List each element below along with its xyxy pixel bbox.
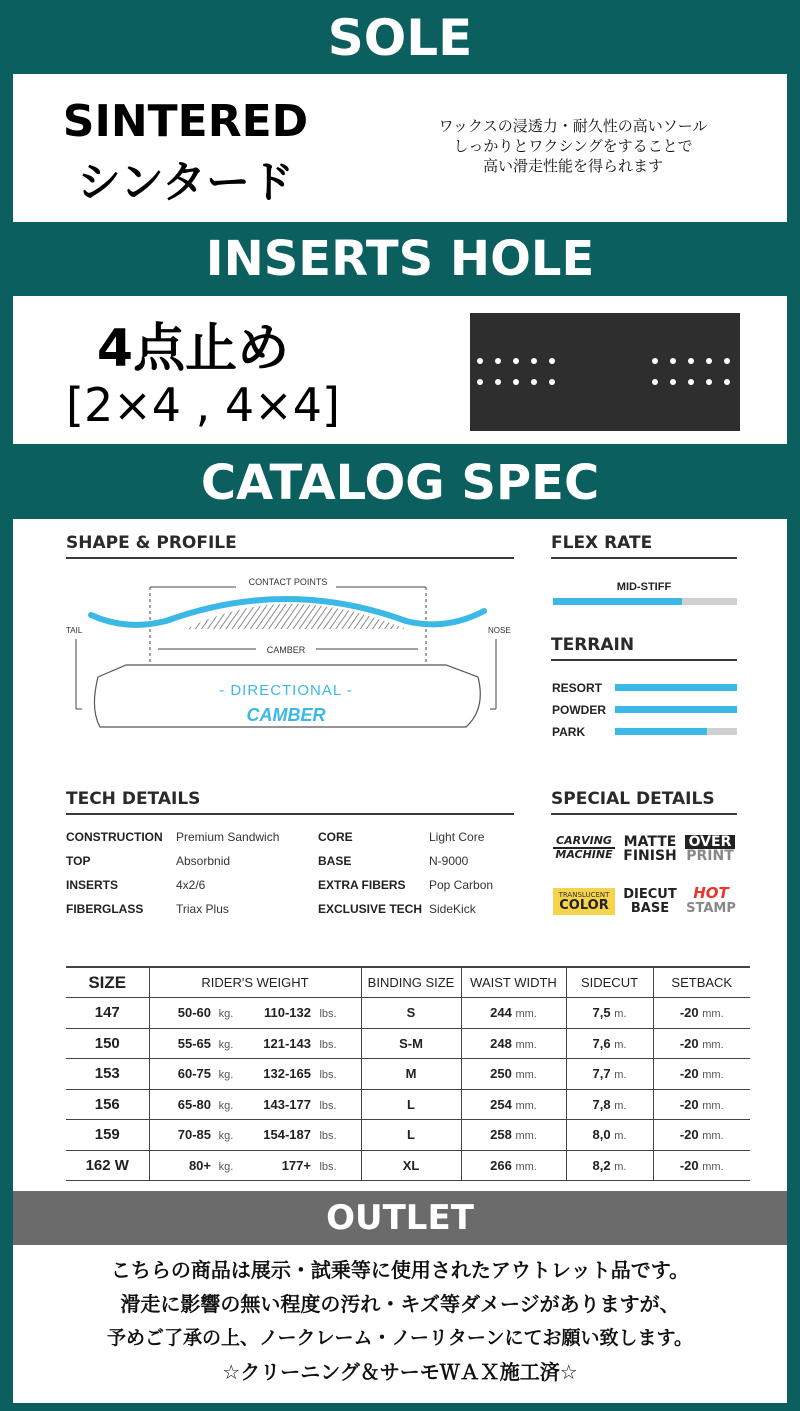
kg-unit: kg.: [218, 1038, 234, 1051]
cell-waist: [461, 1059, 566, 1090]
outlet-line: こちらの商品は展示・試乗等に使用されたアウトレット品です。: [110, 1258, 690, 1282]
sole-desc-line: ワックスの浸透力・耐久性の高いソール: [438, 117, 708, 135]
lbs-value: 110-132: [264, 1005, 311, 1021]
tech-value: SideKick: [429, 902, 476, 916]
terrain-heading: TERRAIN: [551, 635, 635, 655]
mm-unit: mm.: [515, 1099, 537, 1112]
outlet-line: 予めご了承の上、ノークレーム・ノーリターンにてお願い致します。: [107, 1327, 693, 1349]
mm-unit: mm.: [702, 1130, 724, 1143]
outlet-title: OUTLET: [326, 1198, 474, 1238]
inserts-hole-diagram: [470, 313, 740, 431]
spec-table-header: [66, 967, 750, 998]
size-value: 147: [94, 1004, 120, 1022]
badge-line: CARVING: [553, 835, 615, 849]
kg-value: 80+: [188, 1157, 211, 1173]
lbs-value: 154-187: [263, 1127, 311, 1143]
terrain-bar-resort: [615, 684, 737, 691]
binding-value: S: [406, 1005, 416, 1021]
badge-line: MATTE: [623, 834, 677, 850]
cell-sidecut: [566, 1089, 653, 1120]
badge-line: OVER: [685, 835, 735, 849]
camber-big-label: CAMBER: [246, 705, 326, 725]
matte-finish-badge: [620, 835, 680, 863]
nose-label: NOSE: [488, 626, 511, 635]
cell-setback: [653, 1120, 750, 1151]
kg-unit: kg.: [218, 1160, 234, 1173]
header-size: SIZE: [66, 967, 149, 998]
kg-value: 60-75: [177, 1066, 211, 1082]
terrain-rule: [551, 659, 737, 661]
special-details-rule: [551, 813, 737, 815]
directional-label: - DIRECTIONAL -: [219, 682, 353, 699]
tech-value: Absorbnid: [176, 854, 231, 868]
sole-panel: [13, 74, 787, 222]
cell-setback: [653, 1028, 750, 1059]
sole-desc-line: しっかりとワクシングをすることで: [453, 137, 693, 155]
badge-line: HOT: [693, 884, 729, 902]
cell-binding: [361, 1089, 461, 1120]
setback-value: -20: [679, 1127, 699, 1143]
kg-unit: kg.: [218, 1069, 234, 1082]
tech-key: TOP: [66, 854, 91, 868]
tech-key: FIBERGLASS: [66, 902, 144, 916]
cell-waist: [461, 1150, 566, 1181]
inserts-panel: [13, 296, 787, 444]
cell-size: [66, 998, 149, 1029]
mm-unit: mm.: [702, 1008, 724, 1021]
terrain-label-resort: RESORT: [552, 681, 603, 695]
cell-waist: [461, 1028, 566, 1059]
waist-value: 250: [490, 1066, 512, 1082]
tech-key: CORE: [318, 830, 353, 844]
cell-weight: [149, 998, 361, 1029]
table-row: [66, 1120, 750, 1151]
tech-key: EXTRA FIBERS: [318, 878, 406, 892]
terrain-label-powder: POWDER: [552, 703, 606, 717]
header-setback: SETBACK: [653, 967, 750, 998]
sole-desc-line: 高い滑走性能を得られます: [482, 157, 663, 175]
sidecut-value: 7,6: [592, 1035, 611, 1051]
lbs-unit: lbs.: [319, 1130, 337, 1143]
terrain-fill-park: [615, 728, 707, 735]
cell-setback: [653, 1150, 750, 1181]
lbs-value: 132-165: [263, 1066, 311, 1082]
cell-weight: [149, 1120, 361, 1151]
diecut-base-badge: [620, 888, 680, 916]
lbs-value: 143-177: [263, 1096, 311, 1112]
kg-value: 55-65: [177, 1035, 211, 1051]
flex-rate-label: MID-STIFF: [616, 581, 672, 593]
lbs-value: 177+: [281, 1157, 311, 1173]
badge-line: COLOR: [559, 898, 609, 913]
catalog-panel: [13, 519, 787, 1191]
special-details-heading: SPECIAL DETAILS: [551, 789, 715, 809]
cell-sidecut: [566, 1120, 653, 1151]
mm-unit: mm.: [702, 1069, 724, 1082]
flex-rate-bar: [553, 598, 737, 605]
lbs-unit: lbs.: [319, 1038, 337, 1051]
contact-points-label: CONTACT POINTS: [248, 577, 328, 587]
cell-binding: [361, 1120, 461, 1151]
hot-stamp-badge: [685, 886, 737, 916]
flex-rate-rule: [551, 557, 737, 559]
lbs-unit: lbs.: [319, 1099, 337, 1112]
profile-diagram: [66, 569, 516, 749]
size-value: 153: [94, 1065, 120, 1083]
cell-waist: [461, 998, 566, 1029]
inserts-title: 4点止め: [96, 319, 290, 379]
cell-weight: [149, 1150, 361, 1181]
cell-waist: [461, 1120, 566, 1151]
size-value: 159: [94, 1126, 120, 1144]
inserts-banner: INSERTS HOLE: [205, 231, 595, 287]
binding-value: L: [407, 1127, 415, 1143]
tech-value: N-9000: [429, 854, 469, 868]
m-unit: m.: [614, 1099, 627, 1112]
sidecut-value: 8,0: [592, 1127, 611, 1143]
lbs-unit: lbs.: [319, 1008, 337, 1021]
catalog-banner: CATALOG SPEC: [200, 455, 600, 511]
cell-size: [66, 1059, 149, 1090]
m-unit: m.: [614, 1069, 627, 1082]
lbs-unit: lbs.: [319, 1069, 337, 1082]
sidecut-value: 7,7: [592, 1066, 611, 1082]
tech-key: EXCLUSIVE TECH: [318, 902, 423, 916]
sole-banner: SOLE: [327, 9, 473, 67]
cell-sidecut: [566, 1059, 653, 1090]
terrain-fill-resort: [615, 684, 737, 691]
cell-setback: [653, 1059, 750, 1090]
sidecut-value: 8,2: [592, 1157, 611, 1173]
tech-key: CONSTRUCTION: [66, 830, 163, 844]
cell-size: [66, 1120, 149, 1151]
mm-unit: mm.: [702, 1038, 724, 1051]
outlet-frame: [13, 1191, 787, 1403]
table-row: [66, 1089, 750, 1120]
setback-value: -20: [679, 1066, 699, 1082]
lbs-unit: lbs.: [319, 1160, 337, 1173]
lbs-value: 121-143: [263, 1035, 311, 1051]
shape-profile-rule: [66, 557, 514, 559]
cell-weight: [149, 1089, 361, 1120]
mm-unit: mm.: [515, 1069, 537, 1082]
flex-rate-heading: FLEX RATE: [551, 533, 653, 553]
inserts-dots: [470, 313, 740, 431]
header-riders-weight: RIDER'S WEIGHT: [149, 967, 361, 998]
terrain-label-park: PARK: [552, 725, 586, 739]
cell-binding: [361, 998, 461, 1029]
mm-unit: mm.: [702, 1160, 724, 1173]
size-value: 162 W: [85, 1156, 129, 1174]
binding-value: L: [407, 1096, 415, 1112]
terrain-bar-park: [615, 728, 737, 735]
tech-details-rule: [66, 813, 514, 815]
setback-value: -20: [679, 1157, 699, 1173]
table-row: [66, 998, 750, 1029]
size-value: 150: [94, 1034, 120, 1052]
cell-setback: [653, 998, 750, 1029]
tech-details-heading: TECH DETAILS: [66, 789, 201, 809]
over-print-badge: [685, 835, 735, 863]
cell-setback: [653, 1089, 750, 1120]
tail-label: TAIL: [66, 626, 83, 635]
mm-unit: mm.: [515, 1008, 537, 1021]
outlet-banner: [13, 1191, 787, 1245]
cell-sidecut: [566, 998, 653, 1029]
sidecut-value: 7,8: [592, 1096, 611, 1112]
kg-unit: kg.: [218, 1008, 234, 1021]
badge-line: STAMP: [686, 901, 736, 916]
waist-value: 266: [490, 1157, 512, 1173]
kg-value: 65-80: [177, 1096, 211, 1112]
kg-unit: kg.: [218, 1099, 234, 1112]
m-unit: m.: [614, 1130, 627, 1143]
spec-table: [66, 966, 750, 1181]
cell-binding: [361, 1150, 461, 1181]
mm-unit: mm.: [515, 1038, 537, 1051]
setback-value: -20: [679, 1005, 699, 1021]
terrain-bar-powder: [615, 706, 737, 713]
terrain-fill-powder: [615, 706, 737, 713]
mm-unit: mm.: [702, 1099, 724, 1112]
cell-sidecut: [566, 1150, 653, 1181]
tech-key: BASE: [318, 854, 352, 868]
shape-profile-heading: SHAPE & PROFILE: [66, 533, 237, 553]
kg-value: 70-85: [177, 1127, 211, 1143]
cell-waist: [461, 1089, 566, 1120]
sole-title-jp: シンタード: [76, 157, 295, 208]
waist-value: 254: [490, 1096, 512, 1112]
badge-line: TRANSLUCENT: [558, 891, 610, 899]
waist-value: 258: [490, 1127, 512, 1143]
table-row: [66, 1150, 750, 1181]
tech-value: Triax Plus: [176, 902, 229, 916]
inserts-pattern: [2×4 , 4×4]: [66, 378, 340, 432]
badge-line: MACHINE: [555, 848, 613, 861]
badge-line: PRINT: [686, 848, 734, 864]
m-unit: m.: [614, 1038, 627, 1051]
mm-unit: mm.: [515, 1130, 537, 1143]
tech-value: Light Core: [429, 830, 485, 844]
m-unit: m.: [614, 1008, 627, 1021]
binding-value: XL: [402, 1157, 420, 1173]
sole-title-en: SINTERED: [62, 96, 309, 147]
header-sidecut: SIDECUT: [566, 967, 653, 998]
cell-binding: [361, 1028, 461, 1059]
sidecut-value: 7,5: [592, 1005, 611, 1021]
m-unit: m.: [614, 1160, 627, 1173]
outlet-notes: [13, 1253, 787, 1389]
cell-size: [66, 1028, 149, 1059]
tech-value: 4x2/6: [176, 878, 206, 892]
table-row: [66, 1059, 750, 1090]
outlet-line: ☆クリーニング＆サーモＷＡＸ施工済☆: [222, 1360, 578, 1384]
header-binding-size: BINDING SIZE: [361, 967, 461, 998]
setback-value: -20: [679, 1035, 699, 1051]
waist-value: 248: [490, 1035, 512, 1051]
binding-value: S-M: [399, 1035, 423, 1051]
tech-value: Premium Sandwich: [176, 830, 280, 844]
tech-value: Pop Carbon: [429, 878, 494, 892]
table-row: [66, 1028, 750, 1059]
carving-machine-badge: [553, 835, 615, 861]
setback-value: -20: [679, 1096, 699, 1112]
cell-sidecut: [566, 1028, 653, 1059]
kg-value: 50-60: [177, 1005, 211, 1021]
badge-line: BASE: [630, 901, 670, 916]
sole-description: [373, 116, 773, 176]
translucent-color-badge: [553, 888, 615, 915]
cell-binding: [361, 1059, 461, 1090]
waist-value: 244: [490, 1005, 512, 1021]
kg-unit: kg.: [218, 1130, 234, 1143]
size-value: 156: [94, 1095, 120, 1113]
cell-size: [66, 1089, 149, 1120]
cell-size: [66, 1150, 149, 1181]
binding-value: M: [405, 1066, 417, 1082]
cell-weight: [149, 1059, 361, 1090]
flex-rate-fill: [553, 598, 682, 605]
badge-line: FINISH: [623, 848, 677, 864]
tech-key: INSERTS: [66, 878, 119, 892]
cell-weight: [149, 1028, 361, 1059]
header-waist-width: WAIST WIDTH: [461, 967, 566, 998]
mm-unit: mm.: [515, 1160, 537, 1173]
outlet-line: 滑走に影響の無い程度の汚れ・キズ等ダメージがありますが、: [120, 1292, 680, 1316]
badge-line: DIECUT: [623, 887, 677, 902]
camber-label: CAMBER: [266, 645, 306, 655]
